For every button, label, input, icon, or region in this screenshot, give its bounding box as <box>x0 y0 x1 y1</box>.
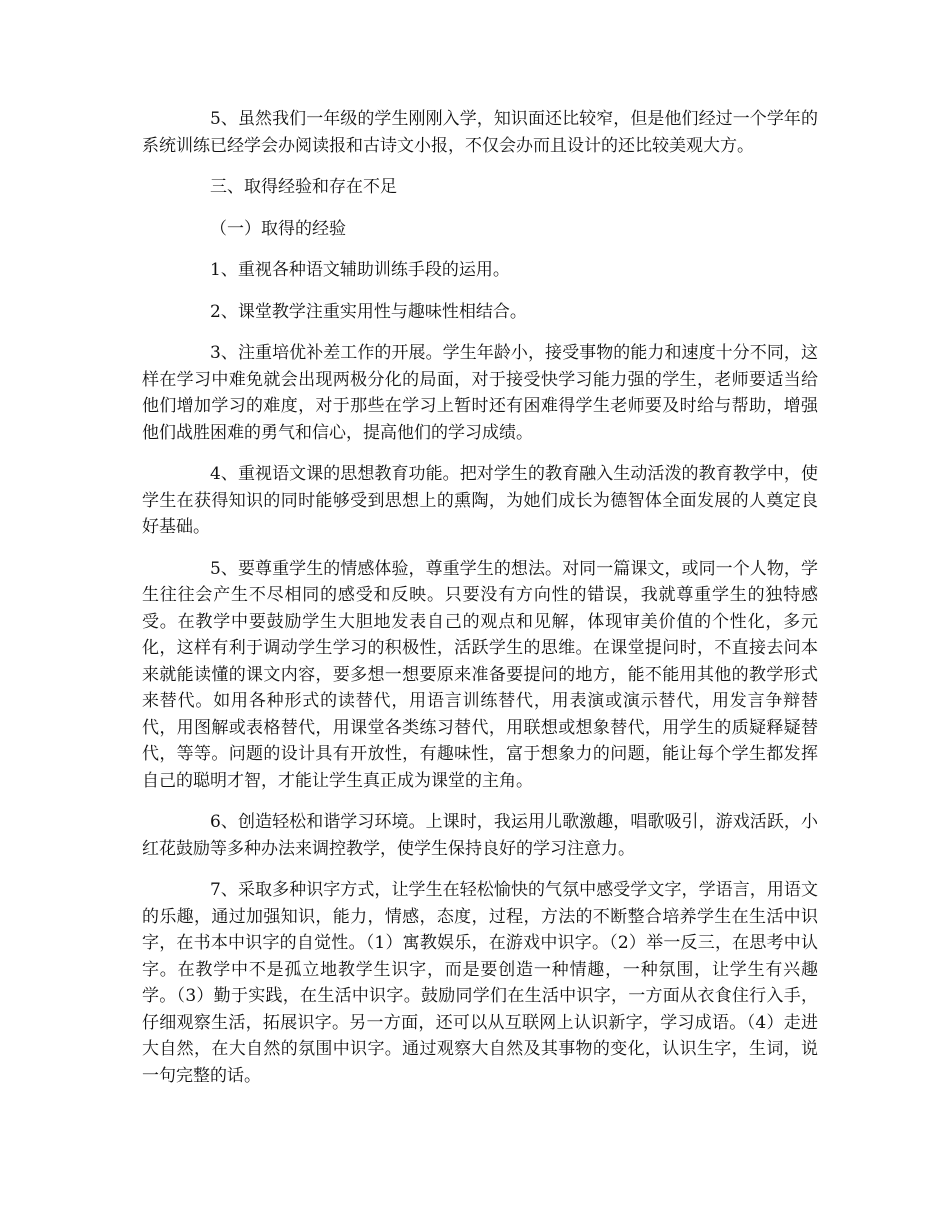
document-page <box>142 106 818 1104</box>
item-1-auxiliary-training: 1、重视各种语文辅助训练手段的运用。 <box>210 260 510 280</box>
item-2-practical-and-fun: 2、课堂教学注重实用性与趣味性相结合。 <box>210 301 527 322</box>
subheading-gained-experience: （一）取得的经验 <box>210 218 346 239</box>
paragraph-point-7-literacy-methods: 7、采取多种识字方式，让学生在轻松愉快的气氛中感受学文字，学语言，用语文的乐趣，通过加强知识，能力，情感，态度，过程，方法的不断整合培养学生在生活中识字，在书本中识字的自觉性。（1）寓教娱乐，在游戏中识字。（2）举一反三，在思考中认字。在教学中不是孤立地教学生识字，而是要创造一种情趣，一种氛围，让学生有兴趣学。（3）勤于实践，在生活中识字。鼓励同学们在生活中识字，一方面从衣食住行入手，仔细观察生活，拓展识字。另一方面，还可以从互联网上认识新字，学习成语。（4）走进大自然，在大自然的氛围中识字。通过观察大自然及其事物的变化，认识生字，生词，说一句完整的话。 <box>142 880 818 1086</box>
paragraph-point-6-environment: 6、创造轻松和谐学习环境。上课时，我运用儿歌激趣，唱歌吸引，游戏活跃，小红花鼓励等多种办法来调控教学，使学生保持良好的学习注意力。 <box>142 812 818 859</box>
paragraph-point-4-moral-education: 4、重视语文课的思想教育功能。把对学生的教育融入生动活泼的教育教学中，使学生在获得知识的同时能够受到思想上的熏陶，为她们成长为德智体全面发展的人奠定良好基础。 <box>142 464 818 537</box>
paragraph-point-5-respect-students: 5、要尊重学生的情感体验，尊重学生的想法。对同一篇课文，或同一个人物，学生往往会产生不尽相同的感受和反映。只要没有方向性的错误，我就尊重学生的独特感受。在教学中要鼓励学生大胆地发表自己的观点和见解，体现审美价值的个性化，多元化，这样有利于调动学生学习的积极性，活跃学生的思维。在课堂提问时，不直接去问本来就能读懂的课文内容，要多想一想要原来准备要提问的地方，能不能用其他的教学形式来替代。如用各种形式的读替代，用语言训练替代，用表演或演示替代，用发言争辩替代，用图解或表格替代，用课堂各类练习替代，用联想或想象替代，用学生的质疑释疑替代，等等。问题的设计具有开放性，有趣味性，富于想象力的问题，能让每个学生都发挥自己的聪明才智，才能让学生真正成为课堂的主角。 <box>142 558 818 791</box>
paragraph-point-5-class-skills: 5、虽然我们一年级的学生刚刚入学，知识面还比较窄，但是他们经过一个学年的系统训练已经学会办阅读报和古诗文小报，不仅会办而且设计的还比较美观大方。 <box>142 109 818 156</box>
section-heading-experience-and-shortcomings: 三、取得经验和存在不足 <box>210 177 397 197</box>
paragraph-point-3-tutoring: 3、注重培优补差工作的开展。学生年龄小，接受事物的能力和速度十分不同，这样在学习中难免就会出现两极分化的局面，对于接受快学习能力强的学生，老师要适当给他们增加学习的难度，对于那些在学习上暂时还有困难得学生老师要及时给与帮助，增强他们战胜困难的勇气和信心，提高他们的学习成绩。 <box>142 343 818 443</box>
